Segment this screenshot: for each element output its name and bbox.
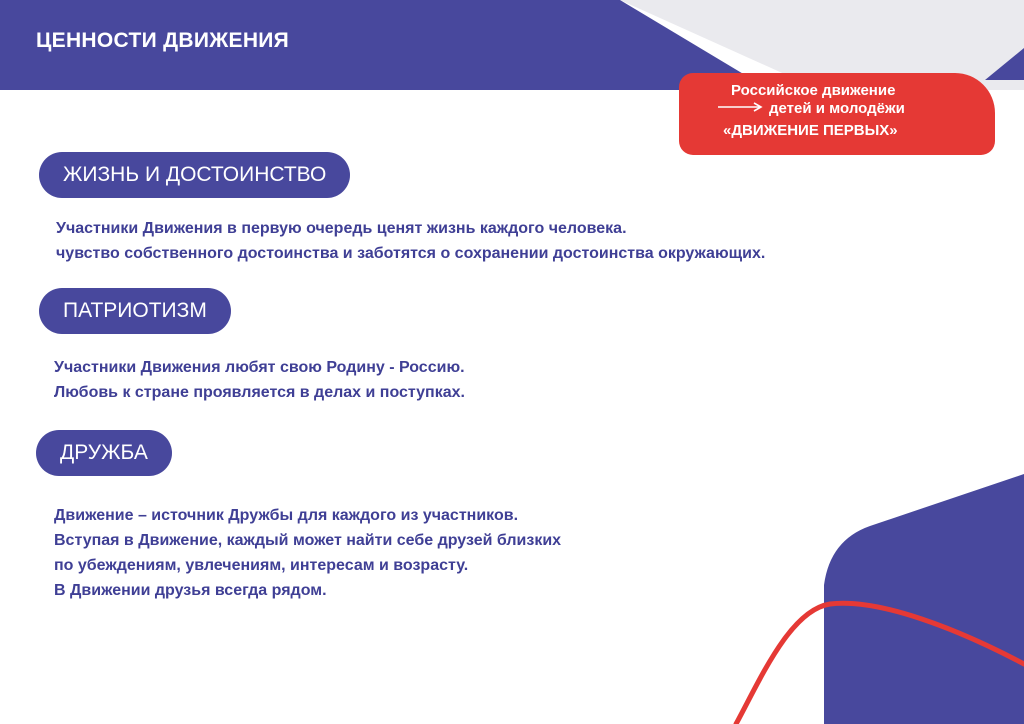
section-title-patriotism: ПАТРИОТИЗМ	[39, 288, 231, 334]
section-text-line: Вступая в Движение, каждый может найти себе друзей близких	[54, 532, 562, 549]
brand-line-3: «ДВИЖЕНИЕ ПЕРВЫХ»	[723, 122, 898, 139]
section-title-life-dignity: ЖИЗНЬ И ДОСТОИНСТВО	[39, 152, 350, 198]
bottom-right-shape	[824, 474, 1024, 724]
section-text-friendship	[54, 503, 561, 603]
page-title: ЦЕННОСТИ ДВИЖЕНИЯ	[36, 29, 290, 52]
section-text-line: по убеждениям, увлечениям, интересам и возрасту.	[54, 557, 469, 574]
section-text-patriotism	[54, 355, 465, 405]
arrow-right-icon	[718, 102, 764, 112]
section-text-line: Движение – источник Дружбы для каждого из участников.	[54, 507, 519, 524]
section-text-line: Участники Движения в первую очередь ценят жизнь каждого человека.	[56, 220, 627, 237]
section-text-line: Участники Движения любят свою Родину - Россию.	[54, 359, 465, 376]
section-text-life-dignity	[56, 216, 765, 266]
section-text-line: чувство собственного достоинства и заботятся о сохранении достоинства окружающих.	[56, 245, 766, 262]
section-title-friendship: ДРУЖБА	[36, 430, 172, 476]
brand-badge	[679, 73, 995, 155]
section-text-line: Любовь к стране проявляется в делах и поступках.	[54, 384, 465, 401]
brand-line-1: Российское движение	[731, 82, 896, 99]
brand-line-2: детей и молодёжи	[769, 100, 905, 117]
section-text-line: В Движении друзья всегда рядом.	[54, 582, 327, 599]
